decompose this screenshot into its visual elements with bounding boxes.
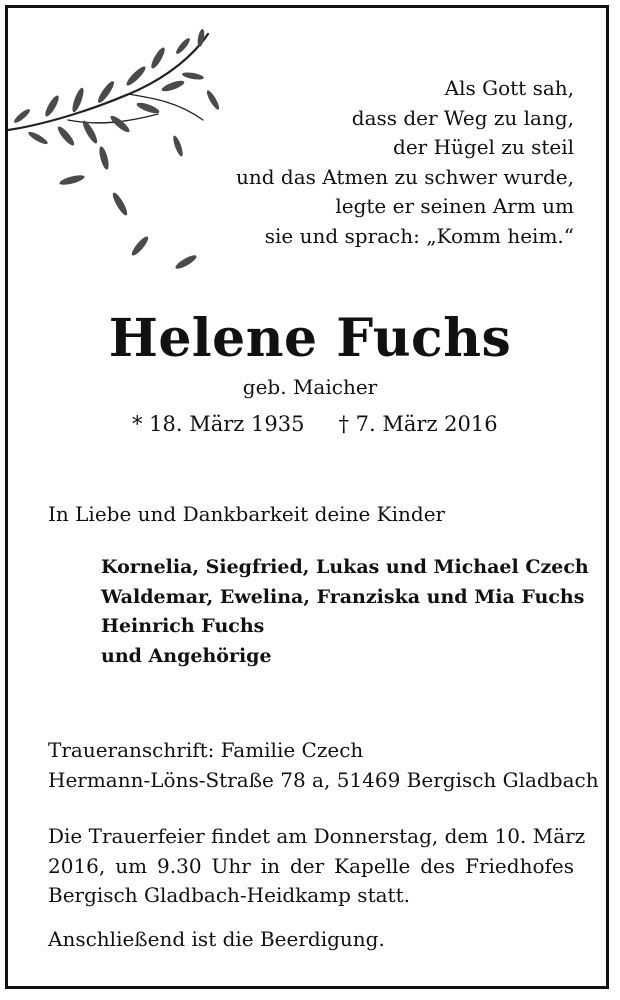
relative-line: Waldemar, Ewelina, Franziska und Mia Fuchs — [101, 585, 585, 608]
burial-note: Anschließend ist die Beerdigung. — [48, 927, 385, 951]
poem — [214, 74, 574, 251]
birth-date: * 18. März 1935 — [132, 412, 305, 436]
relative-line: Heinrich Fuchs — [101, 615, 265, 637]
deceased-name: Helene Fuchs — [108, 308, 512, 369]
relatives-list — [101, 553, 589, 671]
relative-line: Kornelia, Siegfried, Lukas und Michael Czech — [101, 556, 589, 578]
poem-line: sie und sprach: „Komm heim.“ — [264, 223, 574, 248]
branch-with-leaves-icon — [8, 28, 228, 278]
ceremony-line: Bergisch Gladbach-Heidkamp statt. — [48, 883, 410, 907]
address-line: Traueranschrift: Familie Czech — [48, 738, 364, 762]
poem-line: legte er seinen Arm um — [335, 194, 574, 218]
ceremony-info — [48, 822, 586, 911]
poem-line: Als Gott sah, — [444, 76, 574, 100]
poem-line: der Hügel zu steil — [393, 135, 574, 159]
family-intro: In Liebe und Dankbarkeit deine Kinder — [48, 502, 446, 526]
death-date: † 7. März 2016 — [338, 412, 498, 436]
poem-line: dass der Weg zu lang, — [351, 105, 574, 130]
poem-line: und das Atmen zu schwer wurde, — [236, 164, 574, 189]
relative-line: und Angehörige — [101, 644, 272, 667]
life-dates — [132, 410, 498, 438]
maiden-name: geb. Maicher — [242, 375, 378, 399]
address-line: Hermann-Löns-Straße 78 a, 51469 Bergisch Gladbach — [48, 768, 599, 792]
mourning-address — [48, 735, 599, 795]
ceremony-line: 2016, um 9.30 Uhr in der Kapelle des Friedhofes — [48, 853, 574, 878]
ceremony-line: Die Trauerfeier findet am Donnerstag, dem 10. März — [48, 824, 586, 848]
